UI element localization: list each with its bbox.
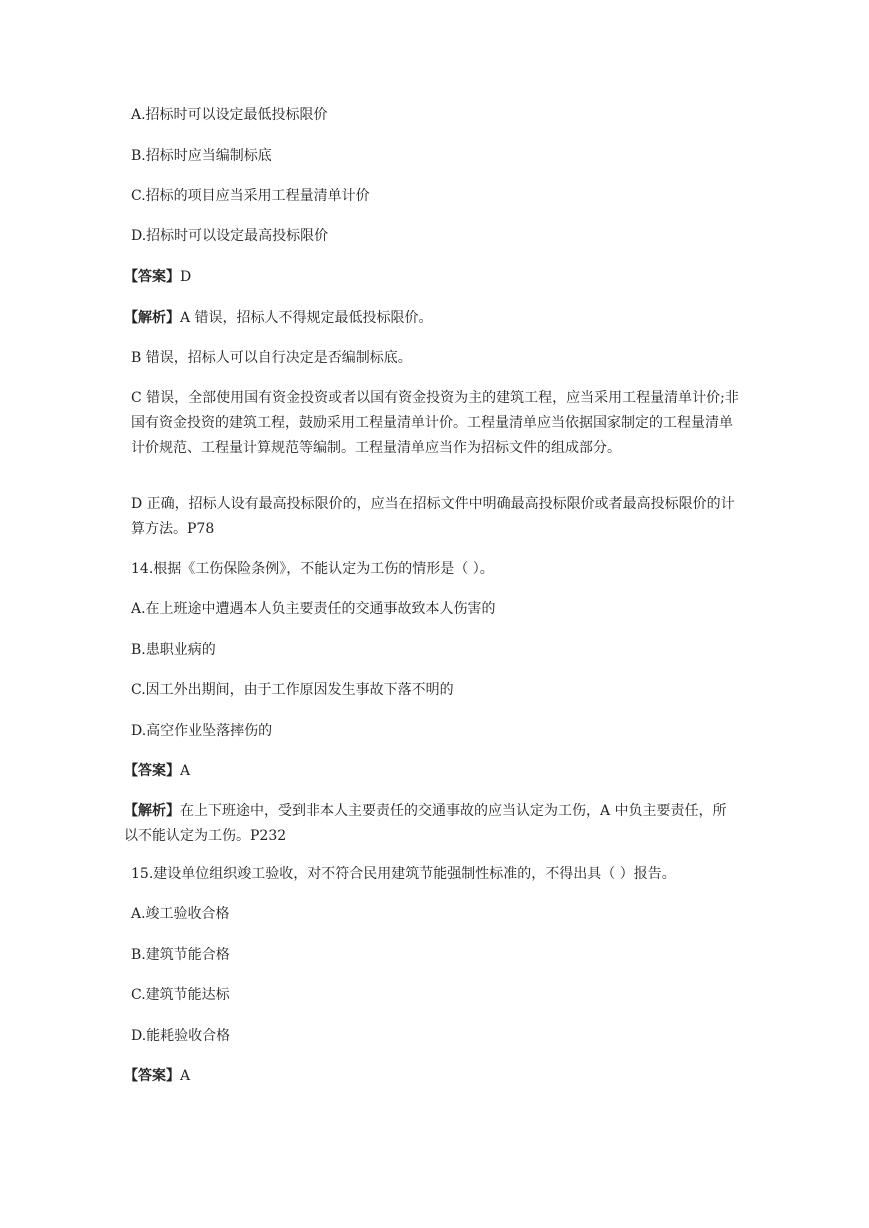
q15-option-a: A.竣工验收合格 xyxy=(131,906,230,922)
q13-option-b: B.招标时应当编制标底 xyxy=(131,148,272,164)
q13-explanation-c: C 错误，全部使用国有资金投资或者以国有资金投资为主的建筑工程，应当采用工程量清单计价;非国有资金投资的建筑工程，鼓励采用工程量清单计价。工程量清单应当依据国家制定的工程量清单计价规范、工程量计算规范等编制。工程量清单应当作为招标文件的组成部分。 xyxy=(131,390,739,456)
answer-value: A xyxy=(180,1068,191,1084)
q15-option-c: C.建筑节能达标 xyxy=(131,987,230,1003)
explanation-text: A 错误，招标人不得规定最低投标限价。 xyxy=(180,310,433,326)
explanation-label: 【解析】 xyxy=(124,310,180,326)
q15-answer xyxy=(124,1064,736,1089)
answer-label: 【答案】 xyxy=(124,763,180,779)
explanation-label: 【解析】 xyxy=(124,803,180,819)
answer-value: A xyxy=(180,763,191,779)
q13-option-c: C.招标的项目应当采用工程量清单计价 xyxy=(131,188,370,204)
q14-option-d: D.高空作业坠落摔伤的 xyxy=(131,723,273,739)
q13-explanation-b: B 错误，招标人可以自行决定是否编制标底。 xyxy=(131,350,412,366)
q14-answer xyxy=(124,759,736,784)
q15-question: 15.建设单位组织竣工验收，对不符合民用建筑节能强制性标准的，不得出具（ ）报告。 xyxy=(131,866,676,882)
q13-option-a: A.招标时可以设定最低投标限价 xyxy=(131,107,328,123)
q13-explanation-d: D 正确，招标人设有最高投标限价的，应当在招标文件中明确最高投标限价或者最高投标限价的计算方法。P78 xyxy=(131,496,735,537)
q15-option-d: D.能耗验收合格 xyxy=(131,1028,231,1044)
q13-explanation-a xyxy=(124,306,736,331)
q14-option-b: B.患职业病的 xyxy=(131,642,216,658)
answer-label: 【答案】 xyxy=(124,1068,180,1084)
q14-question: 14.根据《工伤保险条例》，不能认定为工伤的情形是（ ）。 xyxy=(131,561,494,577)
q14-option-a: A.在上班途中遭遇本人负主要责任的交通事故致本人伤害的 xyxy=(131,601,496,617)
explanation-text: 在上下班途中，受到非本人主要责任的交通事故的应当认定为工伤，A 中负主要责任，所以不能认定为工伤。P232 xyxy=(124,803,727,844)
q15-option-b: B.建筑节能合格 xyxy=(131,947,230,963)
answer-value: D xyxy=(180,269,192,285)
q13-answer xyxy=(124,265,736,290)
q14-option-c: C.因工外出期间，由于工作原因发生事故下落不明的 xyxy=(131,682,454,698)
answer-label: 【答案】 xyxy=(124,269,180,285)
q14-explanation xyxy=(124,799,736,849)
q13-option-d: D.招标时可以设定最高投标限价 xyxy=(131,228,329,244)
